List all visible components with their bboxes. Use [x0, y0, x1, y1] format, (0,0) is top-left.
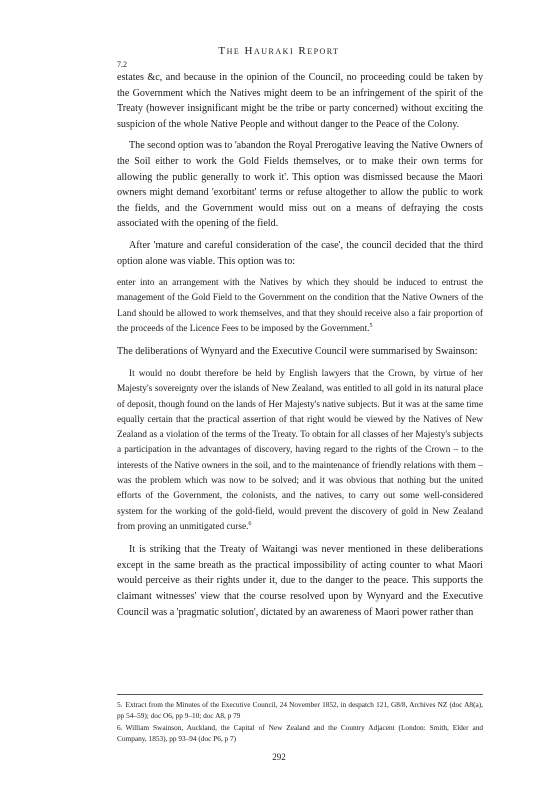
- paragraph-second-option: The second option was to 'abandon the Royal Prerogative leaving the Native Owners of the Soil either to work the Gold Fields themselves, or to make their own terms for allowing the public generally to work it'. This option was dismissed because the Maori owners might demand 'exorbitant' terms or refuse altogether to allow the public to work the fields, and the Government would miss out on a means of defraying the costs associated with the opening of the field.: [117, 140, 483, 230]
- block-quote-swainson-text: It would no doubt therefore be held by English lawyers that the Crown, by virtue of her Majesty's sovereignty over the islands of New Zealand, was entitled to all gold in its natural place of deposit, though found on the lands of Her Majesty's native subjects. But it was at the same time equally certain that the practical assertion of that right would be viewed by the Natives of New Zealand as a violation of the terms of the Treaty. To obtain for all classes of her Majesty's subjects a participation in the advantages of discovery, having regard to the rights of the Crown – to the interests of the Native owners in the soil, and to the maintenance of friendly relations with them – was the problem which was now to be solved; and it was obvious that nothing but the united efforts of the Government, the colonists, and the natives, to carry out some well-considered system for the working of the gold-field, would prevent the discovery of gold in New Zealand from proving an unmitigated curse.: [117, 368, 483, 532]
- paragraph-swainson-intro: The deliberations of Wynyard and the Executive Council were summarised by Swainson:: [117, 346, 478, 358]
- paragraph-third-option: After 'mature and careful consideration of the case', the council decided that the third option alone was viable. This option was to:: [117, 239, 483, 267]
- chapter-number: 7.2: [117, 60, 127, 69]
- paragraph-continued: estates &c, and because in the opinion of the Council, no proceeding could be taken by the Government which the Natives might deem to be an infringement of the spirit of the Treaty (however insignificant might be the tribe or party concerned) without exciting the suspicion of the whole Native People and without danger to the Peace of the Colony.: [117, 72, 483, 130]
- block-quote-minutes: [117, 276, 483, 337]
- footnote-6: [117, 722, 483, 744]
- footnote-number: 5.: [117, 700, 123, 709]
- footnote-5: [117, 699, 483, 721]
- block-quote-swainson: [117, 367, 483, 535]
- footnote-ref-5: 5: [369, 322, 373, 329]
- footnote-divider: [117, 694, 483, 695]
- footnote-ref-6: 6: [248, 520, 252, 527]
- block-quote-minutes-text: enter into an arrangement with the Natives by which they should be induced to entrust the management of the Gold Field to the Government on the condition that the Native Owners of the Land should be allowed to work themselves, and that they should receive also a fair proportion of the proceeds of the Licence Fees to be imposed by the Government.: [117, 278, 483, 335]
- footnote-text: William Swainson, Auckland, the Capital of New Zealand and the Country Adjacent (London: Smith, Elder and Company, 1853), pp 93–94 (doc P6, p 7): [117, 723, 483, 743]
- footnote-number: 6.: [117, 723, 123, 732]
- body-text: [117, 70, 483, 620]
- footnote-text: Extract from the Minutes of the Executive Council, 24 November 1852, in despatch 121, G8/8, Archives NZ (doc A8(a), pp 54–59); doc O6, pp 9–10; doc A8, p 79: [117, 700, 483, 720]
- footnotes: [117, 699, 483, 745]
- paragraph-treaty-analysis: It is striking that the Treaty of Waitangi was never mentioned in these deliberations except in the same breath as the practical impossibility of acting counter to what Maori would perceive as their rights under it, due to the danger to the peace. This supports the claimant witnesses' view that the course resolved upon by Wynyard and the Executive Council was a 'pragmatic solution', dictated by an awareness of Maori power rather than: [117, 544, 483, 618]
- page-number: 292: [272, 752, 286, 762]
- running-title: The Hauraki Report: [218, 45, 340, 57]
